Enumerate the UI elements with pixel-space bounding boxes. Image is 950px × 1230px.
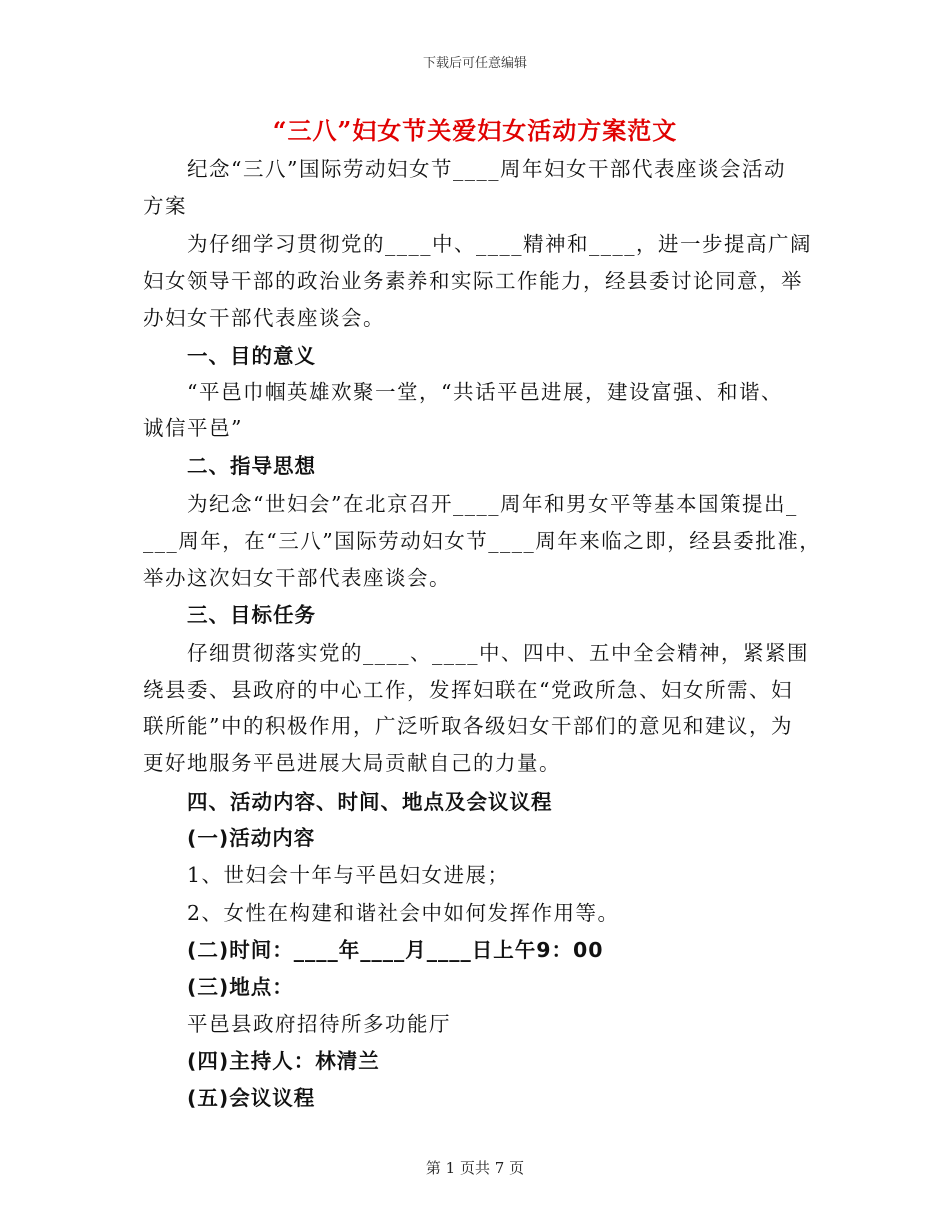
section-heading: 一、目的意义: [187, 344, 316, 368]
section-heading: 四、活动内容、时间、地点及会议议程: [187, 790, 553, 814]
section-heading: 二、指导思想: [187, 454, 316, 478]
page-footer: 第 1 页共 7 页: [425, 1159, 525, 1177]
paragraph-line: 诚信平邑”: [143, 416, 243, 440]
document-title: “三八”妇女节关爱妇女活动方案范文: [272, 116, 678, 145]
list-item: 1、世妇会十年与平邑妇女进展；: [187, 863, 510, 887]
paragraph-line: 为仔细学习贯彻党的____中、____精神和____，进一步提高广阔: [187, 232, 812, 256]
paragraph-line: 仔细贯彻落实党的____、____中、四中、五中全会精神，紧紧围: [187, 641, 809, 665]
subsection-heading: (三)地点：: [187, 975, 294, 999]
paragraph-line: 举办这次妇女干部代表座谈会。: [143, 566, 451, 590]
subsection-heading: (一)活动内容: [187, 826, 316, 850]
list-item: 2、女性在构建和谐社会中如何发挥作用等。: [187, 901, 620, 925]
paragraph-line: 联所能”中的积极作用，广泛听取各级妇女干部们的意见和建议，为: [143, 714, 793, 738]
paragraph-line: 绕县委、县政府的中心工作，发挥妇联在“党政所急、妇女所需、妇: [143, 678, 793, 702]
paragraph-line: 纪念“三八”国际劳动妇女节____周年妇女干部代表座谈会活动: [187, 157, 786, 181]
paragraph-line: “平邑巾帼英雄欢聚一堂，“共话平邑进展，建设富强、和谐、: [187, 380, 783, 404]
subsection-heading: (五)会议议程: [187, 1086, 316, 1110]
page-header: 下载后可任意编辑: [422, 56, 527, 71]
paragraph-line: 平邑县政府招待所多功能厅: [187, 1012, 451, 1036]
paragraph-line: 更好地服务平邑进展大局贡献自己的力量。: [143, 751, 561, 775]
subsection-heading: (二)时间：____年____月____日上午9：00: [187, 938, 604, 962]
paragraph-line: 方案: [143, 194, 187, 218]
section-heading: 三、目标任务: [187, 603, 316, 627]
paragraph-line: 办妇女干部代表座谈会。: [143, 306, 385, 330]
paragraph-line: ___周年，在“三八”国际劳动妇女节____周年来临之即，经县委批准，: [143, 529, 822, 553]
paragraph-line: 为纪念“世妇会”在北京召开____周年和男女平等基本国策提出_: [187, 492, 798, 516]
subsection-heading: (四)主持人：林清兰: [187, 1049, 380, 1073]
paragraph-line: 妇女领导干部的政治业务素养和实际工作能力，经县委讨论同意，举: [143, 269, 803, 293]
